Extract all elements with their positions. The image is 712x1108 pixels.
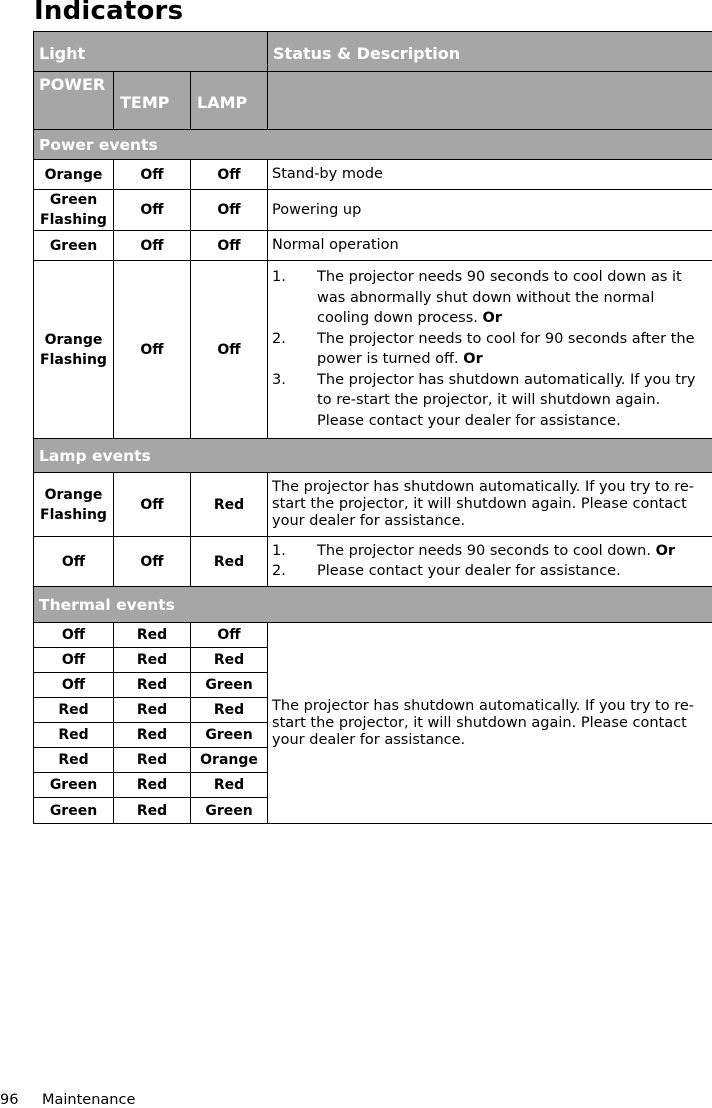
lamp-cell: Red	[191, 648, 268, 673]
list-text: Please contact your dealer for assistance.	[317, 563, 621, 579]
section-row	[34, 587, 712, 623]
table-row	[34, 160, 712, 190]
lamp-cell: Green	[191, 723, 268, 748]
power-cell: Red	[34, 698, 114, 723]
table-row	[34, 623, 712, 648]
list-number: 1.	[272, 541, 286, 562]
power-cell: Off	[34, 623, 114, 648]
status-cell	[268, 537, 712, 587]
list-text: The projector needs 90 seconds to cool down as it was abnormally shut down without the normal cooling down process.	[317, 269, 682, 326]
list-text: The projector needs to cool for 90 seconds after the power is turned off.	[317, 331, 694, 368]
indicators-table	[33, 31, 712, 824]
light-header: Light	[34, 32, 268, 72]
list-text: The projector has shutdown automatically. If you try to re-start the projector, it will shutdown again. Please contact your dealer for assistance.	[317, 372, 695, 429]
power-cell: Green Flashing	[34, 190, 114, 231]
table-row	[34, 473, 712, 537]
power-cell: Off	[34, 648, 114, 673]
power-cell: Off	[34, 537, 114, 587]
lamp-cell: Red	[191, 537, 268, 587]
temp-cell: Red	[114, 648, 191, 673]
status-cell: The projector has shutdown automatically. If you try to re-start the projector, it will shutdown again. Please contact your dealer for assistance.	[268, 623, 712, 824]
status-list	[272, 539, 708, 585]
or-label: Or	[463, 351, 482, 367]
section-lamp-events: Lamp events	[34, 439, 712, 473]
list-item	[272, 561, 708, 582]
temp-cell: Off	[114, 231, 191, 261]
power-cell: Green	[34, 798, 114, 824]
subheader-row	[34, 72, 712, 130]
lamp-cell: Red	[191, 698, 268, 723]
section-power-events: Power events	[34, 130, 712, 160]
footer-section: Maintenance	[42, 1092, 135, 1108]
power-cell: Green	[34, 231, 114, 261]
status-cell	[268, 261, 712, 439]
status-cell: Normal operation	[268, 231, 712, 261]
lamp-cell: Red	[191, 473, 268, 537]
power-cell: Orange Flashing	[34, 473, 114, 537]
page-number: 96	[0, 1092, 18, 1108]
header-row	[34, 32, 712, 72]
lamp-cell: Off	[191, 261, 268, 439]
table-row	[34, 537, 712, 587]
temp-cell: Off	[114, 261, 191, 439]
temp-cell: Red	[114, 673, 191, 698]
temp-cell: Off	[114, 473, 191, 537]
status-cell: Stand-by mode	[268, 160, 712, 190]
section-row	[34, 439, 712, 473]
temp-cell: Red	[114, 798, 191, 824]
temp-header: TEMP	[114, 72, 191, 130]
power-cell: Orange	[34, 160, 114, 190]
empty-header	[268, 72, 712, 130]
temp-cell: Off	[114, 537, 191, 587]
table-row	[34, 261, 712, 439]
lamp-cell: Off	[191, 231, 268, 261]
lamp-cell: Red	[191, 773, 268, 798]
list-item	[272, 329, 708, 370]
power-cell: Green	[34, 773, 114, 798]
list-number: 3.	[272, 370, 286, 391]
list-item	[272, 267, 708, 329]
table-row	[34, 231, 712, 261]
temp-cell: Red	[114, 773, 191, 798]
list-item	[272, 541, 708, 562]
power-header: POWER	[34, 72, 114, 130]
lamp-cell: Off	[191, 160, 268, 190]
list-number: 2.	[272, 561, 286, 582]
power-cell: Red	[34, 723, 114, 748]
status-cell: The projector has shutdown automatically. If you try to re-start the projector, it will shutdown again. Please contact your dealer for assistance.	[268, 473, 712, 537]
status-list	[272, 265, 708, 434]
list-item	[272, 370, 708, 432]
status-header: Status & Description	[268, 32, 712, 72]
lamp-cell: Green	[191, 798, 268, 824]
temp-cell: Red	[114, 748, 191, 773]
lamp-cell: Off	[191, 623, 268, 648]
temp-cell: Off	[114, 160, 191, 190]
lamp-cell: Green	[191, 673, 268, 698]
temp-cell: Red	[114, 698, 191, 723]
power-cell: Orange Flashing	[34, 261, 114, 439]
temp-cell: Red	[114, 723, 191, 748]
list-number: 2.	[272, 329, 286, 350]
lamp-header: LAMP	[191, 72, 268, 130]
temp-cell: Red	[114, 623, 191, 648]
table-row	[34, 190, 712, 231]
lamp-cell: Off	[191, 190, 268, 231]
list-number: 1.	[272, 267, 286, 288]
or-label: Or	[482, 310, 501, 326]
or-label: Or	[656, 543, 675, 559]
section-thermal-events: Thermal events	[34, 587, 712, 623]
list-text: The projector needs 90 seconds to cool down.	[317, 543, 651, 559]
temp-cell: Off	[114, 190, 191, 231]
section-row	[34, 130, 712, 160]
power-cell: Red	[34, 748, 114, 773]
power-cell: Off	[34, 673, 114, 698]
status-cell: Powering up	[268, 190, 712, 231]
lamp-cell: Orange	[191, 748, 268, 773]
page-title: Indicators	[34, 0, 183, 26]
